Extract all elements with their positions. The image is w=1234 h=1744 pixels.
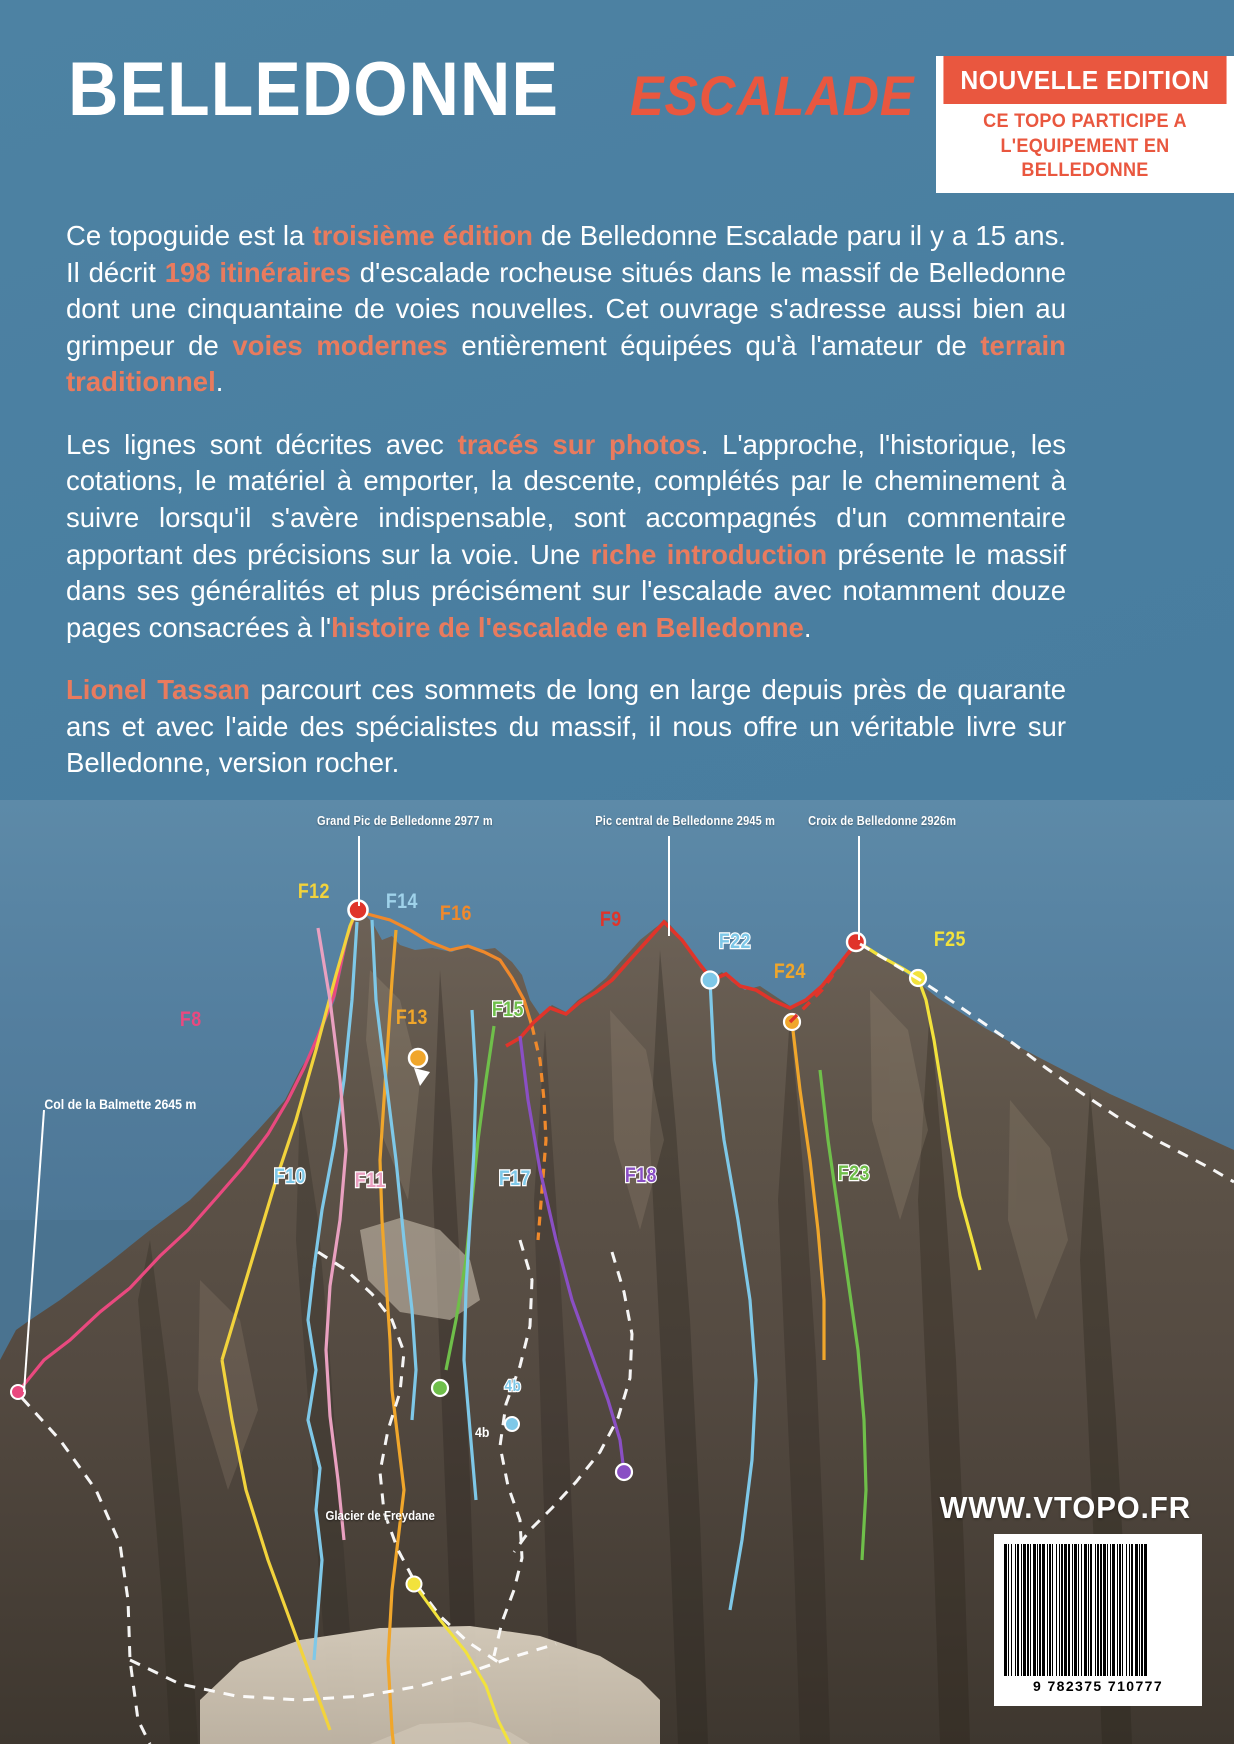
highlighted-phrase: tracés sur photos (457, 428, 701, 460)
peak-label-croix: Croix de Belledonne 2926m (808, 814, 957, 828)
route-label-f9: F9 (599, 908, 622, 931)
route-label-f8: F8 (179, 1008, 202, 1031)
route-anchor-f18 (616, 1464, 632, 1480)
pitch-grade-4b-lower: 4b (474, 1424, 490, 1440)
highlighted-phrase: riche introduction (590, 538, 828, 570)
route-label-f24: F24 (773, 960, 806, 983)
route-label-f22: F22 (718, 930, 751, 953)
body-text: d'escalade rocheuse situés dans le massif de Belledonne dont une cinquantaine de voies nouvelles. Cet ouvrage s'adresse aussi bien au grimpeur de (66, 256, 1067, 361)
blurb-paragraph-3 (66, 672, 1066, 782)
highlighted-phrase: 198 itinéraires (164, 256, 351, 288)
pitch-grade-4b-upper: 4b (504, 1378, 522, 1395)
highlighted-phrase: terrain traditionnel (66, 329, 1066, 398)
leader-col-balmette (18, 1110, 108, 1410)
highlighted-phrase: Lionel Tassan (66, 674, 250, 706)
route-label-f25: F25 (933, 928, 966, 951)
badge-body (943, 104, 1226, 193)
badge-line-1: CE TOPO PARTICIPE A (983, 111, 1187, 132)
route-anchor-f13 (409, 1049, 427, 1067)
summit-marker-croix (847, 933, 865, 951)
cover-header (0, 0, 1234, 200)
body-text: . (215, 366, 224, 398)
route-label-f23: F23 (837, 1162, 870, 1185)
route-anchor-descent (407, 1577, 422, 1592)
highlighted-phrase: voies modernes (232, 329, 448, 361)
mountain-topo-photo (0, 800, 1234, 1744)
body-text: entièrement équipées qu'à l'amateur de (447, 329, 981, 361)
peak-label-grand-pic: Grand Pic de Belledonne 2977 m (316, 814, 493, 828)
barcode-number: 9 782375 710777 (1033, 1678, 1163, 1694)
route-label-f14: F14 (385, 890, 418, 913)
highlighted-phrase: histoire de l'escalade en Belledonne (331, 611, 804, 643)
route-label-f13: F13 (395, 1006, 428, 1029)
badge-headline: NOUVELLE EDITION (943, 56, 1226, 104)
route-label-f15: F15 (491, 998, 524, 1021)
cover-title-group (68, 47, 946, 132)
barcode-bars (1004, 1544, 1192, 1676)
leader-grand-pic (358, 836, 360, 906)
website-url[interactable]: WWW.VTOPO.FR (940, 1490, 1192, 1525)
badge-line-2: L'EQUIPEMENT EN BELLEDONNE (1000, 135, 1170, 182)
new-edition-badge (936, 56, 1234, 193)
leader-croix (858, 836, 860, 940)
route-label-f18: F18 (624, 1164, 657, 1187)
route-label-f12: F12 (297, 880, 330, 903)
glacier-label: Glacier de Freydane (325, 1508, 435, 1523)
body-text: . L'approche, l'historique, les cotations, le matériel à emporter, la descente, complétés par le cheminement à suivre lorsqu'il s'avère indispensable, sont accompagnés d'un commentaire apportant des précisions sur la voie. Une (66, 428, 1067, 570)
barcode (994, 1534, 1202, 1706)
route-anchor-f22 (702, 972, 719, 989)
body-text: Ce topoguide est la (66, 220, 313, 251)
page-subtitle: ESCALADE (629, 64, 915, 127)
body-text: parcourt ces sommets de long en large depuis près de quarante ans et avec l'aide des spécialistes du massif, il nous offre un véritable livre sur Belledonne, version rocher. (66, 674, 1066, 779)
blurb-paragraph-1 (66, 218, 1066, 401)
blurb-paragraph-2 (66, 427, 1066, 646)
route-label-f10: F10 (273, 1165, 306, 1188)
body-text: Les lignes sont décrites avec (66, 428, 458, 460)
body-text: présente le massif dans ses généralités et plus précisément sur l'escalade avec notamment douze pages consacrées à l' (66, 538, 1067, 643)
peak-label-pic-central: Pic central de Belledonne 2945 m (595, 814, 776, 828)
leader-pic-central (668, 836, 670, 936)
body-text: de Belledonne Escalade paru il y a 15 ans. Il décrit (66, 220, 1066, 288)
body-text: . (803, 611, 812, 643)
rappel-anchor-4b (505, 1417, 519, 1431)
col-label-balmette: Col de la Balmette 2645 m (44, 1096, 197, 1112)
route-label-f17: F17 (498, 1167, 531, 1190)
cover-blurb (66, 218, 1066, 782)
barcode-bar (1147, 1544, 1148, 1676)
route-anchor-f15 (432, 1380, 448, 1396)
route-label-f16: F16 (439, 902, 472, 925)
route-label-f11: F11 (354, 1169, 386, 1192)
highlighted-phrase: troisième édition (312, 220, 533, 251)
page-title: BELLEDONNE (68, 47, 559, 132)
